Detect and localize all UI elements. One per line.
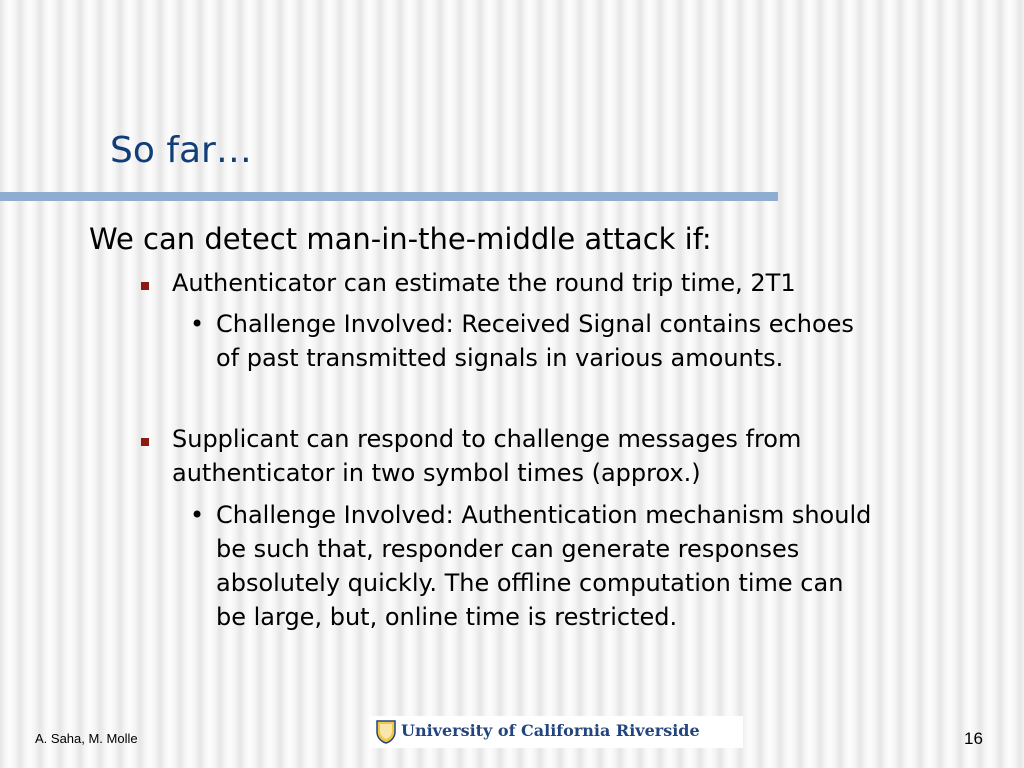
heading-text: We can detect man-in-the-middle attack if: (89, 222, 712, 256)
point2-line-1: Supplicant can respond to challenge messages from (172, 425, 802, 453)
point2-sub-line-2: be such that, responder can generate responses (216, 535, 800, 563)
point1-sub-line-2: of past transmitted signals in various amounts. (216, 344, 784, 372)
point2-sub-line-4: be large, but, online time is restricted. (216, 603, 678, 631)
footer-authors: A. Saha, M. Molle (35, 731, 138, 746)
slide-title: So far… (110, 130, 252, 171)
point2-sub-line-3: absolutely quickly. The offline computation time can (216, 569, 844, 597)
university-logo (369, 716, 743, 748)
title-divider (0, 192, 778, 201)
point1-text: Authenticator can estimate the round trip time, 2T1 (172, 269, 796, 297)
logo-text: University of California Riverside (401, 721, 700, 740)
point2-sub-line-1: Challenge Involved: Authentication mechanism should (216, 501, 872, 529)
dot-bullet-icon: • (190, 501, 205, 529)
square-bullet-icon (141, 438, 149, 446)
dot-bullet-icon: • (190, 310, 205, 338)
page-number: 16 (964, 729, 983, 748)
ucr-shield-icon (376, 720, 396, 744)
point2-line-2: authenticator in two symbol times (approx.) (172, 459, 701, 487)
square-bullet-icon (141, 282, 149, 290)
point1-sub-line-1: Challenge Involved: Received Signal contains echoes (216, 310, 854, 338)
